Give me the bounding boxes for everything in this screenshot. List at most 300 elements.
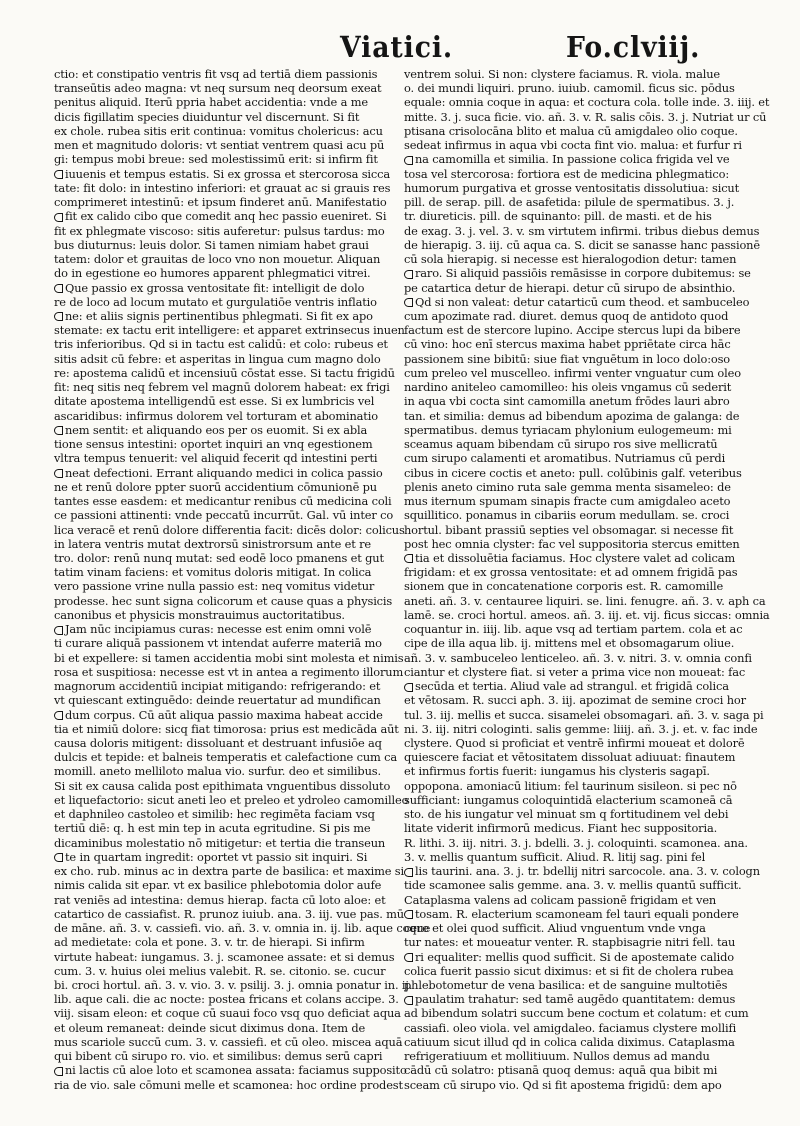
text-line: [404, 607, 770, 622]
text-line-content: canonibus et physicis monstrauimus auctoritatibus.: [54, 607, 345, 622]
text-line: [404, 281, 740, 295]
text-line-content: lib. aque cali. die ac nocte: postea fricans et colans accipe. 3.: [54, 992, 399, 1007]
text-line: [404, 565, 740, 579]
text-line-content: ri equaliter: mellis quod sufficit. Si de apostemate calido: [415, 949, 734, 964]
text-line: [404, 437, 740, 451]
text-line: [404, 394, 740, 408]
text-line: [404, 764, 740, 778]
text-line: [404, 907, 740, 921]
text-line: [404, 537, 740, 551]
text-line: [404, 721, 758, 736]
text-line: [404, 181, 740, 195]
text-line-content: phlebotometur de vena basilica: et de sanguine multotiēs: [404, 978, 728, 992]
text-line: [404, 423, 740, 437]
paragraph-mark-icon: [54, 1067, 63, 1076]
text-line-content: quiescere faciat et vētositatem dissoluat adiuuat: finautem: [404, 750, 736, 765]
text-line-content: ciantur et clystere fiat. si veter a prima vice non moueat: fac: [404, 664, 746, 679]
text-line: [54, 309, 388, 323]
text-line: [54, 238, 388, 252]
text-line-content: cum. 3. v. huius olei melius valebit. R. se. citonio. se. cucur: [54, 963, 386, 978]
text-line: [54, 295, 388, 309]
text-line-content: Cataplasma valens ad colicam passionē frigidam et ven: [404, 892, 717, 907]
text-line: [404, 650, 752, 665]
text-line-content: tate: fit dolo: in intestino inferiori: et grauat ac si grauis res: [54, 180, 391, 195]
text-line: [404, 992, 740, 1006]
text-line-content: momill. aneto mellilotо malua vio. surfur. deo et similibus.: [54, 764, 381, 779]
text-line: [404, 95, 770, 110]
paragraph-mark-icon: [54, 711, 63, 720]
text-line-content: dicis figillatim species diuiduntur vel discernunt. Si fit: [54, 109, 360, 124]
text-line: [404, 779, 740, 793]
text-line: [404, 380, 740, 394]
text-line-content: neat defectioni. Errant aliquando medici in colica passio: [65, 465, 383, 480]
text-line: [404, 551, 740, 565]
text-line: [54, 152, 388, 166]
paragraph-mark-icon: [404, 683, 413, 692]
text-line: [54, 850, 388, 864]
paragraph-mark-icon: [404, 996, 413, 1005]
text-line: [404, 1006, 749, 1021]
text-line-content: ex chole. rubea sitis erit continua: vomitus cholericus: acu: [54, 123, 383, 138]
text-line: [404, 124, 740, 138]
text-line: [404, 750, 740, 764]
text-line-content: te in quartam ingredit: oportet vt passio sit inquiri. Si: [65, 849, 368, 864]
text-line-content: ne et renū dolore ppter suorū accidentium cōmunionē pu: [54, 479, 377, 494]
text-line: [404, 337, 740, 351]
text-line: [404, 1021, 740, 1035]
text-line: [404, 352, 740, 366]
text-line-content: o. dei mundi liquiri. pruno. iuiub. camomil. ficus sic. pōdus: [404, 81, 735, 96]
text-line: [54, 622, 388, 636]
text-line: [54, 992, 399, 1007]
text-line-content: cum sirupo calamenti et aromatibus. Nutriamus cū perdi: [404, 451, 726, 466]
text-line-content: plenis aneto cimino ruta sale gemma menta sisameleo: de: [404, 479, 731, 494]
text-line: [54, 565, 388, 579]
text-line: [54, 792, 409, 807]
text-line-content: qui bibent cū sirupo ro. vio. et similibus: demus serū capri: [54, 1049, 383, 1064]
text-line-content: tr. diureticis. pill. de squinanto: pill. de masti. et de his: [404, 209, 712, 224]
text-line-content: gi: tempus mobi breue: sed molestissimū erit: si infirm fit: [54, 152, 378, 167]
text-line: [54, 978, 413, 992]
text-line-content: ad medietate: cola et pone. 3. v. tr. de hierapi. Si infirm: [54, 935, 365, 950]
text-line-content: coquantur in. iiij. lib. aque vsq ad tertiam partem. cola et ac: [404, 622, 743, 637]
text-line-content: rosa et suspitiosa: necesse est vt in antea a regimento illorum: [54, 664, 404, 679]
text-line: [54, 537, 388, 551]
text-line-content: tosa vel stercorosa: fortiora est de medicina phlegmatico:: [404, 166, 730, 181]
paragraph-mark-icon: [54, 170, 63, 179]
text-line-content: tertiū diē: q. h est min tep in acuta egritudine. Si pis me: [54, 821, 371, 836]
text-line-content: squillitico. ponamus in cibariis eorum medullam. se. croci: [404, 508, 730, 523]
text-line-content: cassiafi. oleo viola. vel amigdaleo. faciamus clystere mollifi: [404, 1020, 737, 1035]
text-line: [404, 978, 740, 992]
paragraph-mark-icon: [54, 284, 63, 293]
text-line: [404, 850, 740, 864]
text-line-content: ctio: et constipatio ventris fit vsq ad tertiā diem passionis: [54, 67, 378, 81]
right-text-column: [404, 67, 770, 1107]
text-line-content: fit ex phlegmate viscoso: sitis auferetur: pulsus tardus: mo: [54, 223, 385, 238]
text-line: [54, 508, 394, 523]
text-line: [54, 807, 388, 821]
text-line-content: ni lactis cū aloe loto et scamonea assata: faciamus supposito: [65, 1063, 407, 1078]
text-line: [54, 736, 388, 750]
text-line: [54, 1034, 403, 1049]
text-line-content: lica veracē et renū dolore differentia facit: dicēs dolor: colicus: [54, 522, 405, 537]
text-line: [404, 523, 740, 537]
text-line-content: oppopona. amoniacū litium: fel taurinum sisileon. si pec nō: [404, 778, 737, 793]
text-line-content: litate viderit infirmorū medicus. Fiant hec suppositoria.: [404, 821, 718, 836]
text-line-content: tatim vinam faciens: et vomitus doloris mitigat. In colica: [54, 565, 372, 580]
text-line: [404, 81, 740, 95]
text-line: [404, 964, 740, 978]
text-line-content: de exag. 3. j. vel. 3. v. sm virtutem infirmi. tribus diebus demus: [404, 223, 760, 238]
text-line-content: sionem que in concatenatione corporis est. R. camomille: [404, 579, 724, 594]
text-line: [54, 352, 388, 366]
text-line: [54, 893, 388, 907]
text-line: [404, 109, 767, 124]
text-line: [54, 921, 431, 936]
text-line: [54, 394, 388, 408]
paragraph-mark-icon: [54, 469, 63, 478]
text-line-content: dicaminibus molestatio nō mitigetur: et tertia die transeun: [54, 835, 386, 850]
text-line: [404, 664, 746, 679]
text-line-content: nardino aniteleo camomilleo: his oleis vngamus cū sederit: [404, 380, 732, 395]
text-line: [54, 451, 388, 465]
text-line: [54, 708, 388, 722]
text-line-content: vltra tempus tenuerit: vel aliquid fecerit qd intestini perti: [54, 451, 378, 466]
text-line-content: frigidam: et ex grossa ventositate: et ad omnem frigidā pas: [404, 565, 738, 580]
text-line-content: ex cho. rub. minus ac in dextra parte de basilica: et maxime si: [54, 864, 404, 879]
text-line-content: fit: neq sitis neq febrem vel magnū dolorem habeat: ex frigi: [54, 380, 390, 395]
text-line: [404, 622, 743, 637]
text-line-content: sufficiant: iungamus coloquintidā elacterium scamoneā cā: [404, 792, 733, 807]
text-line-content: tosam. R. elacterium scamoneam fel tauri equali pondere: [415, 906, 739, 921]
paragraph-mark-icon: [404, 156, 413, 165]
text-line-content: tia et dissoluētia faciamus. Hoc clystere valet ad colicam: [415, 550, 735, 565]
text-line-content: cibus in cicere coctis et aneto: pull. colūbinis galf. veteribus: [404, 465, 742, 480]
text-line-content: dum corpus. Cū aūt aliqua passio maxima habeat accide: [65, 707, 383, 722]
text-line-content: lamē. se. croci hortul. ameos. añ. 3. iij. et. vij. ficus siccas: omnia: [404, 607, 770, 622]
text-line-content: do in egestione eo humores apparent phlegmatici vitrei.: [54, 266, 371, 281]
text-line: [54, 67, 388, 81]
text-line: [404, 167, 740, 181]
running-title: Viatici.: [340, 30, 454, 64]
text-line-content: sto. de his iungatur vel minuat sm q fortitudinem vel debi: [404, 807, 729, 822]
text-line: [54, 1049, 388, 1063]
text-line: [54, 878, 388, 892]
paragraph-mark-icon: [404, 910, 413, 919]
text-line: [54, 81, 388, 95]
paragraph-mark-icon: [404, 554, 413, 563]
text-line: [404, 807, 740, 821]
text-line-content: spermatibus. demus tyriacam phylonium eulogemeum: mi: [404, 422, 732, 437]
text-line-content: virtute habeat: iungamus. 3. j. scamonee assate: et si demus: [54, 949, 395, 964]
text-line: [54, 138, 388, 152]
text-line-content: Que passio ex grossa ventositate fit: intelligit de dolo: [65, 280, 365, 295]
left-text-column: [54, 67, 431, 1107]
text-line-content: cipe de illa aqua lib. ij. mittens mel et obsomagarum oliue.: [404, 636, 735, 651]
text-line-content: lis taurini. ana. 3. j. tr. bdellij nitri sarcocole. ana. 3. v. cologn: [415, 864, 760, 879]
text-line: [404, 309, 740, 323]
text-line-content: factum est de stercore lupino. Accipe stercus lupi da bibere: [404, 323, 741, 338]
text-line-content: na camomilla et similia. In passione colica frigida vel ve: [415, 152, 730, 167]
text-line: [404, 864, 760, 879]
text-line: [54, 821, 388, 835]
text-line: [404, 736, 745, 751]
text-line-content: et infirmus fortis fuerit: iungamus his clysteris sagapī.: [404, 764, 710, 779]
text-line: [54, 522, 405, 537]
paragraph-mark-icon: [54, 853, 63, 862]
text-line-content: equale: omnia coque in aqua: et coctura cola. tolle inde. 3. iiij. et: [404, 95, 770, 110]
text-line: [404, 252, 740, 266]
text-line-content: et liquefactorio: sicut aneti leo et preleo et ydroleo camomilleo: [54, 792, 409, 807]
text-line: [404, 793, 740, 807]
text-line-content: cū vino: hoc enī stercus maxima habet ppriētate circa hāc: [404, 337, 731, 352]
text-line-content: mitte. 3. j. suca ficie. vio. añ. 3. v. R. salis cōis. 3. j. Nutriat ur cū: [404, 109, 767, 124]
text-line: [54, 480, 388, 494]
text-line-content: tro. dolor: renū nunq mutat: sed eodē loco pmanens et gut: [54, 550, 384, 565]
text-line-content: bi. croci hortul. añ. 3. v. vio. 3. v. psilij. 3. j. omnia ponatur in. ij.: [54, 978, 413, 992]
text-line: [54, 323, 405, 338]
text-line-content: cū sola hierapig. si necesse est hieralogodion detur: tamen: [404, 252, 737, 267]
text-line: [404, 152, 740, 166]
folio-number: Fo.clviij.: [566, 30, 701, 64]
text-line: [404, 494, 740, 508]
text-line-content: fit ex calido cibo que comedit anq hec passio eueniret. Si: [65, 209, 387, 224]
paragraph-mark-icon: [404, 868, 413, 877]
text-line: [54, 124, 388, 138]
paragraph-mark-icon: [54, 426, 63, 435]
text-line-content: R. lithi. 3. iij. nitri. 3. j. bdelli. 3. j. coloquinti. scamonea. ana.: [404, 835, 748, 850]
text-line: [404, 921, 740, 935]
paragraph-mark-icon: [404, 953, 413, 962]
text-line: [404, 209, 740, 223]
text-line: [54, 864, 404, 879]
text-line-content: vero passione vrine nulla passio est: neq vomitus videtur: [54, 579, 375, 594]
text-line-content: secūda et tertia. Aliud vale ad strangul. et frigidā colica: [415, 679, 729, 694]
text-line-content: cere et olei quod sufficit. Aliud vnguentum vnde vnga: [404, 921, 706, 936]
text-line: [54, 1063, 407, 1078]
text-line-content: mus iternum spumam sinapis fracte cum amigdaleo aceto: [404, 494, 731, 509]
text-line: [54, 281, 388, 295]
text-line: [54, 224, 388, 238]
paragraph-mark-icon: [54, 626, 63, 635]
text-line-content: sedeat infirmus in aqua vbi cocta fint vio. malua: et furfur ri: [404, 138, 742, 153]
text-line-content: añ. 3. v. sambuceleo lenticeleo. añ. 3. v. nitri. 3. v. omnia confi: [404, 650, 752, 665]
text-line-content: in latera ventris mutat dextrorsū sinistrorsum ante et re: [54, 536, 372, 551]
text-line-content: cādū cū solatro: ptisanā quoq demus: aquā qua bibit mi: [404, 1063, 718, 1078]
text-line-content: passionem sine bibitū: siue fiat vnguētum in loco dolo:oso: [404, 351, 731, 366]
text-line: [54, 423, 388, 437]
text-line: [54, 95, 388, 109]
text-line-content: ditate apostema intelligendū est esse. Si ex lumbricis vel: [54, 394, 375, 409]
text-line-content: ascaridibus: infirmus dolorem vel torturam et abominatio: [54, 408, 378, 423]
text-line-content: re: apostema calidū et incensiuū cōstat esse. Si tactu frigidū: [54, 365, 395, 380]
text-line: [404, 323, 740, 337]
text-line-content: re de loco ad locum mutato et gurgulatiōe ventris inflatio: [54, 294, 377, 309]
text-line: [54, 608, 388, 622]
text-line: [54, 365, 395, 380]
text-line-content: pill. de serap. pill. de asafetida: pilule de spermatibus. 3. j.: [404, 195, 735, 210]
text-line-content: mus scariole succū cum. 3. v. cassiefi. et cū oleo. miscea aquā: [54, 1034, 403, 1049]
text-line-content: ce passioni attinenti: vnde peccatū incurrūt. Gal. vū inter co: [54, 508, 394, 523]
text-line: [54, 964, 388, 978]
text-line: [404, 835, 748, 850]
text-line-content: 3. v. mellis quantum sufficit. Aliud. R. litij sag. pini fel: [404, 849, 706, 864]
text-line: [404, 480, 740, 494]
text-line-content: viij. sisam eleon: et coque cū suaui foco vsq quo deficiat aqua: [54, 1006, 401, 1021]
text-line-content: magnorum accidentiū incipiat mitigando: refrigerando: et: [54, 679, 381, 694]
text-line: [404, 451, 740, 465]
text-line-content: et vētosam. R. succi aph. 3. iij. apozimat de semine croci hor: [404, 693, 746, 708]
text-line: [54, 551, 388, 565]
text-line: [54, 764, 388, 778]
text-line-content: sceam cū sirupo vio. Qd si fit apostema frigidū: dem apo: [404, 1077, 722, 1092]
text-line-content: penitus aliquid. Iterū ppria habet accidentia: vnde a me: [54, 95, 368, 110]
text-line: [54, 935, 388, 949]
text-line-content: ti curare aliquā passionem vt intendat auferre materiā mo: [54, 636, 382, 651]
text-line-content: cum preleo vel muscelleo. infirmi venter vnguatur cum oleo: [404, 365, 741, 380]
text-line: [54, 409, 388, 423]
paragraph-mark-icon: [404, 298, 413, 307]
text-line-content: cum apozimate rad. diuret. demus quoq de antidoto quod: [404, 308, 729, 323]
text-line: [404, 593, 766, 608]
text-line-content: prodesse. hec sunt signa colicorum et cause quas a physicis: [54, 593, 393, 608]
text-line: [54, 195, 388, 209]
text-line-content: et daphnileo castoleo et similib: hec regimēta faciam vsq: [54, 807, 375, 822]
text-line-content: tul. 3. iij. mellis et succa. sisamelei obsomagari. añ. 3. v. saga pi: [404, 707, 764, 722]
text-line-content: de māne. añ. 3. v. cassiefi. vio. añ. 3. v. omnia in. ij. lib. aque coque: [54, 921, 431, 936]
text-line-content: et oleum remaneat: deinde sicut diximus dona. Item de: [54, 1020, 366, 1035]
text-line: [54, 252, 388, 266]
text-line-content: ptisana crisolocāna blito et malua cū amigdaleo olio coque.: [404, 123, 738, 138]
paragraph-mark-icon: [404, 270, 413, 279]
text-line-content: stemate: ex tactu erit intelligere: et apparet extrinsecus inuen: [54, 323, 405, 338]
text-line: [404, 195, 740, 209]
text-line: [54, 778, 391, 793]
text-line-content: iuuenis et tempus estatis. Si ex grossa et stercorosa sicca: [65, 166, 390, 181]
text-line: [404, 579, 740, 593]
text-line: [54, 437, 388, 451]
text-line: [54, 636, 388, 650]
text-line-content: in aqua vbi cocta sint camomilla anetum frōdes lauri abro: [404, 394, 730, 409]
text-line: [54, 579, 388, 593]
text-line: [404, 466, 740, 480]
text-line: [54, 679, 388, 693]
text-line: [404, 636, 740, 650]
text-line: [404, 821, 740, 835]
text-line-content: tatem: dolor et grauitas de loco vno non mouetur. Aliquan: [54, 252, 381, 267]
text-line-content: Jam nūc incipiamus curas: necesse est enim omni volē: [65, 622, 372, 637]
text-line: [54, 1077, 403, 1092]
text-line-content: raro. Si aliquid passiōis remāsisse in corpore dubitemus: se: [415, 266, 751, 281]
text-line-content: rat veniēs ad intestina: demus hierap. facta cū loto aloe: et: [54, 892, 386, 907]
text-line: [54, 693, 388, 707]
text-line-content: vt quiescant extinguēdo: deinde reuertatur ad mundifican: [54, 693, 381, 708]
text-line: [54, 650, 404, 665]
text-line: [404, 1063, 740, 1077]
text-line-content: tide scamonee salis gemme. ana. 3. v. mellis quantū sufficit.: [404, 878, 742, 893]
text-line: [54, 167, 388, 181]
paragraph-mark-icon: [54, 213, 63, 222]
text-line-content: tan. et similia: demus ad bibendum apozima de galanga: de: [404, 408, 740, 423]
text-line-content: Si sit ex causa calida post epithimata vnguentibus dissoluto: [54, 778, 391, 793]
text-line-content: tris inferioribus. Qd si in tactu est calidū: et colo: rubeus et: [54, 337, 388, 352]
text-line: [54, 466, 388, 480]
text-line-content: de hierapig. 3. iij. cū aqua ca. S. dicit se sanasse hanc passionē: [404, 237, 760, 252]
text-line: [404, 508, 740, 522]
text-line-content: refrigeratiuum et mollitiuum. Nullos demus ad mandu: [404, 1049, 710, 1064]
text-line-content: ad bibendum solatri succum bene coctum et colatum: et cum: [404, 1006, 749, 1021]
text-line-content: aneti. añ. 3. v. centauree liquiri. se. lini. fenugre. añ. 3. v. aph ca: [404, 593, 766, 608]
text-line: [404, 294, 750, 309]
text-line: [54, 949, 395, 964]
text-line: [404, 693, 746, 708]
text-line: [54, 266, 388, 280]
text-line-content: comprimeret intestinū: et ipsum finderet anū. Manifestatio: [54, 195, 387, 210]
text-line: [54, 209, 388, 223]
text-line-content: tione sensus intestini: oportet inquiri an vnq egestionem: [54, 437, 373, 452]
text-line: [404, 1035, 740, 1049]
text-line-content: humorum purgativa et grosse ventositatis dissolutiua: sicut: [404, 180, 740, 195]
text-line-content: Qd si non valeat: detur catarticū cum theod. et sambuceleo: [415, 294, 750, 309]
text-line: [54, 906, 404, 921]
paragraph-mark-icon: [54, 312, 63, 321]
text-line-content: dulcis et tepide: et balneis temperatis et calefactione cum ca: [54, 750, 398, 765]
text-line: [404, 935, 740, 949]
text-line: [404, 1049, 740, 1063]
text-line-content: transeūtis adeo magna: vt neq sursum neq deorsum exeat: [54, 81, 382, 96]
text-line: [54, 180, 391, 195]
text-line-content: hortul. bibant prassiū septies vel obsomagar. si necesse fit: [404, 522, 734, 537]
text-line-content: ria de vio. sale cōmuni melle et scamonea: hoc ordine prodest: [54, 1077, 403, 1092]
text-line-content: ni. 3. iij. nitri cologinti. salis gemme: liiij. añ. 3. j. et. v. fac inde: [404, 721, 758, 736]
text-line: [54, 1006, 401, 1021]
text-line: [54, 836, 388, 850]
text-line: [404, 138, 740, 152]
text-line-content: clystere. Quod si proficiat et ventrē infirmi moueat et dolorē: [404, 736, 745, 751]
text-line-content: colica fuerit passio sicut diximus: et si fit de cholera rubea: [404, 963, 734, 978]
text-line: [404, 67, 740, 81]
text-line: [404, 950, 740, 964]
text-line-content: ventrem solui. Si non: clystere faciamus. R. viola. malue: [404, 67, 720, 81]
text-line: [404, 223, 760, 238]
text-line-content: pe catartica detur de hierapi. detur cū sirupo de absinthio.: [404, 280, 736, 295]
text-line-content: tur nates: et moueatur venter. R. stapbisagrie nitri fell. tau: [404, 935, 736, 950]
text-line: [404, 893, 740, 907]
text-line-content: bi et expellere: si tamen accidentia mobi sint molesta et nimis: [54, 650, 404, 665]
text-line-content: catiuum sicut illud qd in colica calida diximus. Cataplasma: [404, 1034, 735, 1049]
text-line-content: causa doloris mitigent: dissoluant et destruant infusiōe aq: [54, 736, 382, 751]
text-line-content: nem sentit: et aliquando eos per os euomit. Si ex abla: [65, 422, 368, 437]
text-line: [404, 409, 740, 423]
text-line-content: men et magnitudo doloris: vt sentiat ventrem quasi acu pū: [54, 138, 385, 153]
text-line: [54, 494, 392, 509]
text-line: [404, 679, 740, 693]
text-line-content: sceamus aquam bibendam cū sirupo ros sive mellicratū: [404, 437, 718, 452]
text-line-content: bus diuturnus: leuis dolor. Si tamen nimiam habet graui: [54, 237, 369, 252]
text-line-content: sitis adsit cū febre: et asperitas in lingua cum magno dolo: [54, 351, 381, 366]
text-line: [54, 110, 388, 124]
text-line: [54, 593, 393, 608]
text-line: [404, 237, 760, 252]
text-line: [54, 380, 388, 394]
text-line: [404, 366, 740, 380]
text-line-content: post hec omnia clyster: fac vel suppositoria stercus emitten: [404, 536, 740, 551]
text-line: [54, 750, 398, 765]
text-line: [54, 664, 404, 679]
text-line: [404, 266, 751, 281]
text-line-content: tantes esse easdem: et medicantur renibus cū medicina coli: [54, 494, 392, 509]
